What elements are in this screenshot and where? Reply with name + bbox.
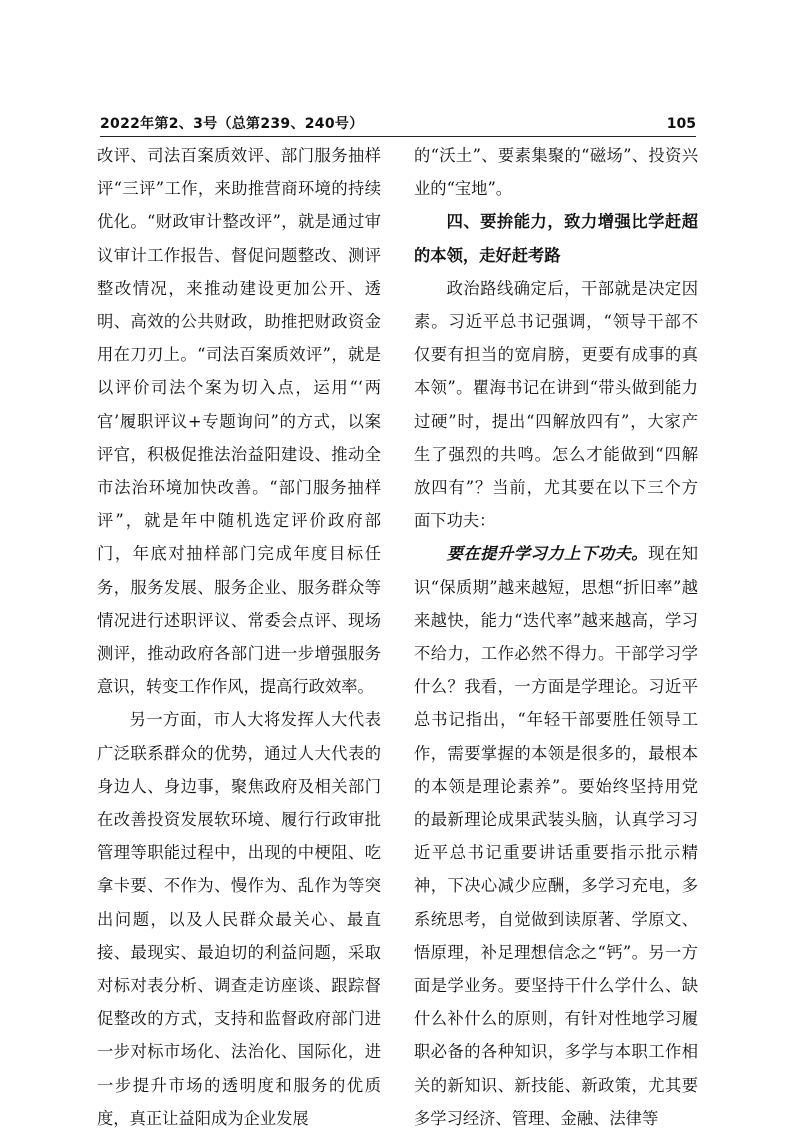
issue-label: 2022年第2、3号（总第239、240号）: [100, 116, 364, 132]
paragraph: 改评、司法百案质效评、部门服务抽样评“三评”工作，来助推营商环境的持续优化。“财政审计整改评”，就是通过审议审计工作报告、督促问题整改、测评整改情况，来推动建设更加公开、透明、高效的公共财政，助推把财政资金用在刀刃上。“司法百案质效评”，就是以评价司法个案为切入点，运用“‘两官’履职评议+专题询问”的方式，以案评官，积极促推法治益阳建设、推动全市法治环境加快改善。“部门服务抽样评”，就是年中随机选定评价政府部门，年底对抽样部门完成年度目标任务，服务发展、服务企业、服务群众等情况进行述职评议、常委会点评、现场测评，推动政府各部门进一步增强服务意识，转变工作作风，提高行政效率。: [97, 146, 381, 697]
emphasis-lead: 要在提升学习力上下功夫。: [446, 544, 649, 564]
paragraph: 的“沃土”、要素集聚的“磁场”、投资兴业的“宝地”。: [414, 146, 698, 199]
paragraph: 政治路线确定后，干部就是决定因素。习近平总书记强调，“领导干部不仅要有担当的宽肩膀，更要有成事的真本领”。瞿海书记在讲到“带头做到能力过硬”时，提出“四解放四有”，大家产生了强烈的共鸣。怎么才能做到“四解放四有”？当前，尤其要在以下三个方面下功夫：: [414, 278, 698, 531]
paragraph: 另一方面，市人大将发挥人大代表广泛联系群众的优势，通过人大代表的身边人、身边事，聚焦政府及相关部门在改善投资发展软环境、履行行政审批管理等职能过程中，出现的中梗阻、吃拿卡要、不作为、慢作为、乱作为等突出问题，以及人民群众最关心、最直接、最现实、最迫切的利益问题，采取对标对表分析、调查走访座谈、跟踪督促整改的方式，支持和监督政府部门进一步对标市场化、法治化、国际化，进一步提升市场的透明度和服务的优质度，真正让益阳成为企业发展: [97, 710, 381, 1128]
page-number: 105: [666, 116, 696, 132]
paragraph-body: 现在知识“保质期”越来越短，思想“折旧率”越来越快，能力“迭代率”越来越高，学习不给力，工作必然不得力。干部学习学什么？我看，一方面是学理论。习近平总书记指出，“年轻干部要胜任领导工作，需要掌握的本领是很多的，最根本的本领是理论素养”。要始终坚持用党的最新理论成果武装头脑，认真学习习近平总书记重要讲话重要指示批示精神，下决心减少应酬，多学习充电，多系统思考，自觉做到读原著、学原文、悟原理，补足理想信念之“钙”。另一方面是学业务。要坚持干什么学什么、缺什么补什么的原则，有针对性地学习履职必备的各种知识，多学与本职工作相关的新知识、新技能、新政策，尤其要多学习经济、管理、金融、法律等: [414, 544, 698, 1128]
paragraph: [414, 537, 698, 1135]
section-heading: 四、要拚能力，致力增强比学赶超的本领，走好赶考路: [414, 212, 698, 265]
right-column: [414, 139, 698, 1135]
left-column: [97, 139, 381, 1135]
running-header: [100, 114, 696, 137]
